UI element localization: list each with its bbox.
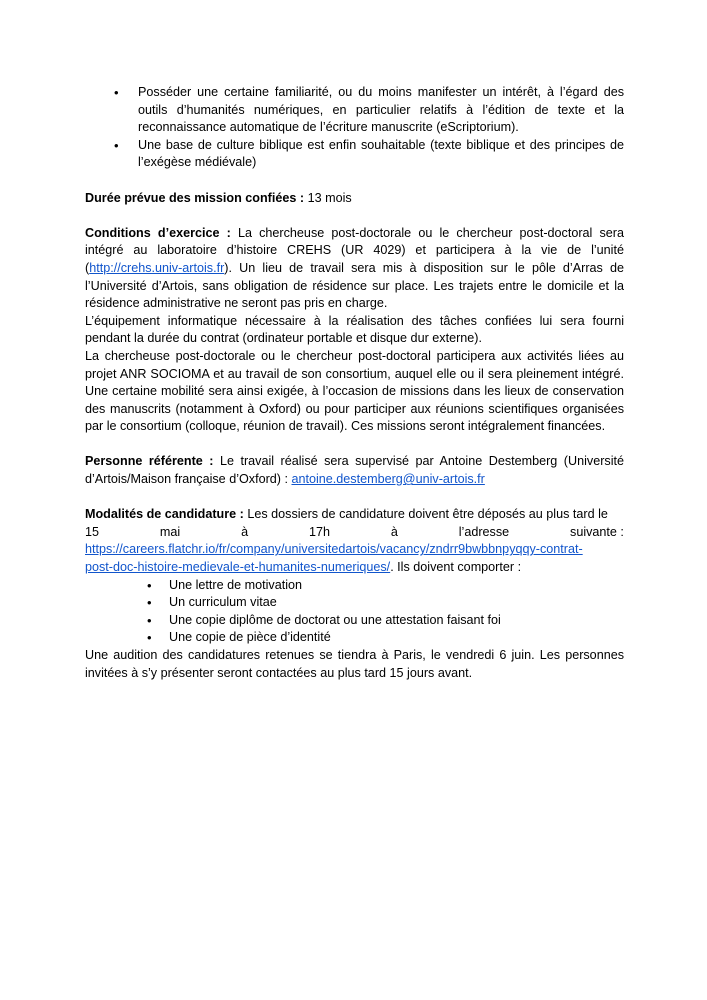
- deadline-word: 17h: [308, 524, 330, 539]
- duree-label: Durée prévue des mission confiées :: [85, 190, 305, 205]
- deadline-line: [85, 524, 624, 542]
- modalites-label: Modalités de candidature :: [85, 507, 244, 522]
- list-item: • Posséder une certaine familiarité, ou du moins manifester un intérêt, à l’égard des outils d’humanités numériques, en particulier relatifs à l’édition de texte et la reconnaissance automatique de l’écriture manuscrite (eScriptorium).: [85, 84, 624, 137]
- referente-label: Personne référente :: [85, 454, 214, 469]
- conditions-text-end: ). Un lieu de travail sera mis à disposition sur le pôle d’Arras de l’Université d’Artois, sans obligation de résidence sur place. Les trajets entre le domicile et la résidence administrative ne seront pas pris en charge.: [85, 260, 624, 311]
- deadline-word: 15: [85, 524, 100, 539]
- application-url-paragraph: [85, 541, 624, 576]
- deadline-word: à: [390, 524, 398, 539]
- deadline-word: à: [241, 524, 249, 539]
- list-item: • Une lettre de motivation: [85, 577, 624, 595]
- documents-list: [85, 577, 624, 647]
- deadline-word: suivante :: [570, 524, 624, 539]
- equipment-paragraph: L’équipement informatique nécessaire à la réalisation des tâches confiées lui sera fourni pendant la durée du contrat (ordinateur portable et disque dur externe).: [85, 313, 624, 346]
- duree-value: 13 mois: [304, 190, 352, 205]
- list-item: • Une copie diplôme de doctorat ou une attestation faisant foi: [85, 612, 624, 630]
- application-url-part2: post-doc-histoire-medievale-et-humanites-numeriques/: [85, 560, 391, 575]
- application-url-part1: https://careers.flatchr.io/fr/company/universitedartois/vacancy/zndrr9bwbbnpyqqy-contrat-: [85, 542, 583, 557]
- email-link[interactable]: antoine.destemberg@univ-artois.fr: [291, 472, 485, 487]
- conditions-text: La chercheuse post-doctorale ou le chercheur post-doctoral sera intégré au laboratoire d’histoire CREHS (UR 4029) et participera à la vie de l’unité (: [85, 225, 624, 275]
- duree-paragraph: [85, 190, 624, 208]
- conditions-paragraph: [85, 225, 624, 313]
- audition-paragraph: Une audition des candidatures retenues se tiendra à Paris, le vendredi 6 juin. Les personnes invitées à s’y présenter seront contactées au plus tard 15 jours avant.: [85, 648, 624, 680]
- crehs-link[interactable]: http://crehs.univ-artois.fr: [89, 260, 225, 275]
- conditions-label: Conditions d’exercice :: [85, 225, 231, 240]
- list-item: • Une base de culture biblique est enfin souhaitable (texte biblique et des principes de l’exégèse médiévale): [85, 137, 624, 172]
- list-item: • Une copie de pièce d’identité: [85, 629, 624, 647]
- requirements-list: [85, 84, 624, 172]
- deadline-word: mai: [159, 524, 181, 539]
- after-url-text: . Ils doivent comporter :: [390, 560, 522, 575]
- mobility-paragraph: La chercheuse post-doctorale ou le chercheur post-doctoral participera aux activités liées au projet ANR SOCIOMA et au travail de son consortium, auquel elle ou il sera pleinement intégré. Une certaine mobilité sera ainsi exigée, à l’occasion de missions dans les lieux de conservation des manuscrits (notamment à Oxford) ou pour participer aux réunions scientifiques organisées par le consortium (colloque, réunion de travail). Ces missions seront intégralement financées.: [85, 348, 624, 434]
- referente-text: Le travail réalisé sera supervisé par Antoine Destemberg (Université d’Artois/Maison française d’Oxford) :: [85, 454, 624, 487]
- referente-paragraph: [85, 453, 624, 488]
- document-page: [85, 84, 624, 682]
- modalites-text: Les dossiers de candidature doivent être déposés au plus tard le: [243, 507, 608, 522]
- list-item: • Un curriculum vitae: [85, 594, 624, 612]
- deadline-word: l’adresse: [458, 524, 510, 539]
- modalites-paragraph: [85, 506, 624, 524]
